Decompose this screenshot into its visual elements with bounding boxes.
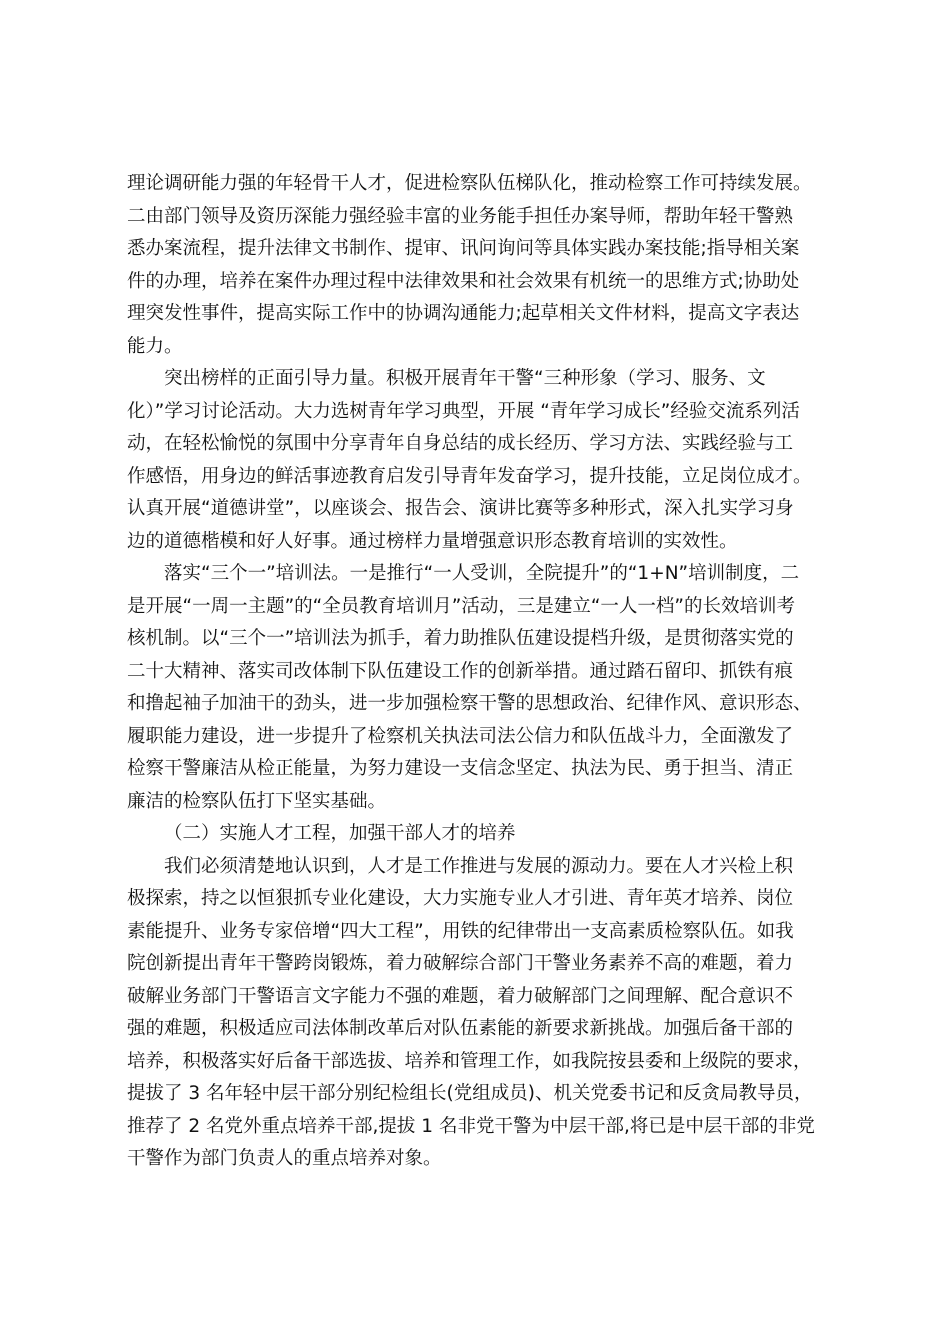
text-line: 廉洁的检察队伍打下坚实基础。 xyxy=(127,790,387,812)
text-line: 作感悟，用身边的鲜活事迹教育启发引导青年发奋学习，提升技能，立足岗位成才。 xyxy=(127,465,812,487)
text-line: 极探索，持之以恒狠抓专业化建设，大力实施专业人才引进、青年英才培养、岗位 xyxy=(127,888,794,909)
paragraph-start-line: 我们必须清楚地认识到，人才是工作推进与发展的源动力。要在人才兴检上积 xyxy=(164,855,794,877)
text-line: 悉办案流程，提升法律文书制作、提审、讯问询问等具体实践办案技能;指导相关案 xyxy=(127,238,800,259)
text-line: 强的难题，积极适应司法体制改革后对队伍素能的新要求新挑战。加强后备干部的 xyxy=(127,1018,794,1039)
text-line: 化）”学习讨论活动。大力选树青年学习典型，开展 “青年学习成长”经验交流系列活 xyxy=(127,400,800,422)
text-line: 理突发性事件，提高实际工作中的协调沟通能力;起草相关文件材料，提高文字表达 xyxy=(127,303,800,324)
text-line: 边的道德楷模和好人好事。通过榜样力量增强意识形态教育培训的实效性。 xyxy=(127,530,738,552)
text-line: 提拔了 3 名年轻中层干部分别纪检组长(党组成员)、机关党委书记和反贪局教导员， xyxy=(127,1083,813,1104)
text-line: 院创新提出青年干警跨岗锻炼，着力破解综合部门干警业务素养不高的难题，着力 xyxy=(127,953,794,974)
text-line: 履职能力建设，进一步提升了检察机关执法司法公信力和队伍战斗力，全面激发了 xyxy=(127,725,794,747)
text-line: 检察干警廉洁从检正能量，为努力建设一支信念坚定、执法为民、勇于担当、清正 xyxy=(127,758,794,779)
paragraph-start-line: 落实“三个一”培训法。一是推行“一人受训，全院提升”的“1+N”培训制度，二 xyxy=(164,563,800,584)
paragraph-start-line: 突出榜样的正面引导力量。积极开展青年干警“三种形象（学习、服务、文 xyxy=(164,368,766,389)
text-line: 推荐了 2 名党外重点培养干部,提拔 1 名非党干警为中层干部,将已是中层干部的非党 xyxy=(127,1115,815,1137)
text-line: 和撸起袖子加油干的劲头，进一步加强检察干警的思想政治、纪律作风、意识形态、 xyxy=(127,693,812,714)
text-line: 动，在轻松愉悦的氛围中分享青年自身总结的成长经历、学习方法、实践经验与工 xyxy=(127,433,794,454)
text-line: 理论调研能力强的年轻骨干人才，促进检察队伍梯队化，推动检察工作可持续发展。 xyxy=(127,173,812,194)
text-line: 核机制。以“三个一”培训法为抓手，着力助推队伍建设提档升级，是贯彻落实党的 xyxy=(127,628,794,649)
text-line: 认真开展“道德讲堂”，以座谈会、报告会、演讲比赛等多种形式，深入扎实学习身 xyxy=(127,498,794,519)
section-heading: （二）实施人才工程，加强干部人才的培养 xyxy=(164,823,516,844)
text-line: 是开展“一周一主题”的“全员教育培训月”活动，三是建立“一人一档”的长效培训考 xyxy=(127,595,796,617)
text-line: 破解业务部门干警语言文字能力不强的难题，着力破解部门之间理解、配合意识不 xyxy=(127,985,794,1007)
text-line: 素能提升、业务专家倍增“四大工程”，用铁的纪律带出一支高素质检察队伍。如我 xyxy=(127,920,794,942)
text-line: 二十大精神、落实司改体制下队伍建设工作的创新举措。通过踏石留印、抓铁有痕 xyxy=(127,660,794,682)
text-line: 二由部门领导及资历深能力强经验丰富的业务能手担任办案导师，帮助年轻干警熟 xyxy=(127,205,794,227)
text-line: 培养，积极落实好后备干部选拔、培养和管理工作，如我院按县委和上级院的要求， xyxy=(127,1050,812,1072)
text-line: 干警作为部门负责人的重点培养对象。 xyxy=(127,1148,442,1169)
text-line: 能力。 xyxy=(127,335,183,357)
text-line: 件的办理，培养在案件办理过程中法律效果和社会效果有机统一的思维方式;协助处 xyxy=(127,270,800,292)
document-body xyxy=(127,168,843,1176)
